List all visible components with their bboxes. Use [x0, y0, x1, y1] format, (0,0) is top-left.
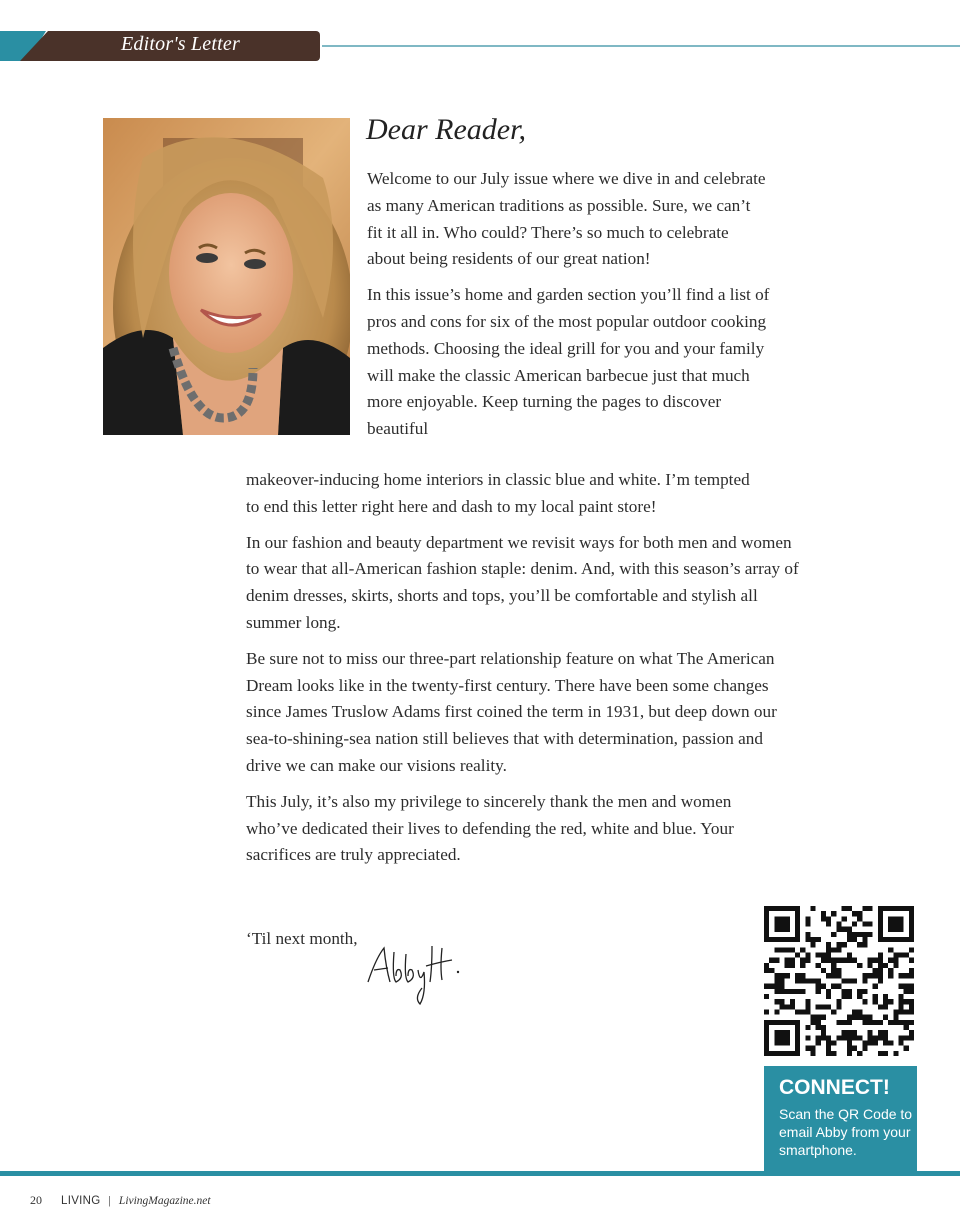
letter-paragraph: makeover-inducing home interiors in classic blue and white. I’m tempted to end this letter right here and dash to my local paint store! [246, 470, 750, 516]
connect-title: CONNECT! [779, 1076, 890, 1099]
letter-signoff: ‘Til next month, [246, 929, 358, 948]
letter-paragraph: This July, it’s also my privilege to sincerely thank the men and women who’ve dedicated their lives to defending the red, white and blue. Your sacrifices are truly appreciated. [246, 791, 734, 865]
publication-name: LIVING [61, 1195, 101, 1207]
connect-description: Scan the QR Code to email Abby from your smartphone. [779, 1106, 913, 1158]
footer-rule [0, 1171, 960, 1176]
letter-paragraph: Welcome to our July issue where we dive in and celebrate as many American traditions as possible. Sure, we can’t fit it all in. Who could? There’s so much to celebrate about being residents of our great nation! [367, 169, 766, 269]
connect-callout [764, 1066, 917, 1172]
letter-paragraph: In this issue’s home and garden section you’ll find a list of pros and cons for six of the most popular outdoor cooking methods. Choosing the ideal grill for you and your family will make the classic American barbecue just that much more enjoyable. Keep turning the pages to discover beautiful [367, 285, 770, 439]
section-title: Editor's Letter [121, 33, 240, 55]
editor-signature [362, 938, 472, 1008]
editor-portrait-photo [103, 118, 350, 435]
letter-intro-column [367, 166, 787, 443]
letter-main-column [246, 467, 806, 878]
footer-separator: | [108, 1193, 111, 1207]
header-rule [322, 45, 960, 47]
qr-code[interactable] [764, 906, 914, 1056]
page-footer [30, 1193, 211, 1208]
letter-paragraph: In our fashion and beauty department we revisit ways for both men and women to wear that all-American fashion staple: denim. And, with this season’s array of denim dresses, skirts, shorts and tops, you’ll be comfortable and stylish all summer long. [246, 532, 799, 632]
page-number: 20 [30, 1193, 42, 1207]
website-link[interactable]: LivingMagazine.net [118, 1195, 211, 1207]
letter-greeting: Dear Reader, [366, 113, 526, 146]
letter-paragraph: Be sure not to miss our three-part relationship feature on what The American Dream looks like in the twenty-first century. There have been some changes since James Truslow Adams first coined the term in 1931, but deep down our sea-to-shining-sea nation still believes that with determination, passion and drive we can make our visions reality. [246, 648, 777, 775]
